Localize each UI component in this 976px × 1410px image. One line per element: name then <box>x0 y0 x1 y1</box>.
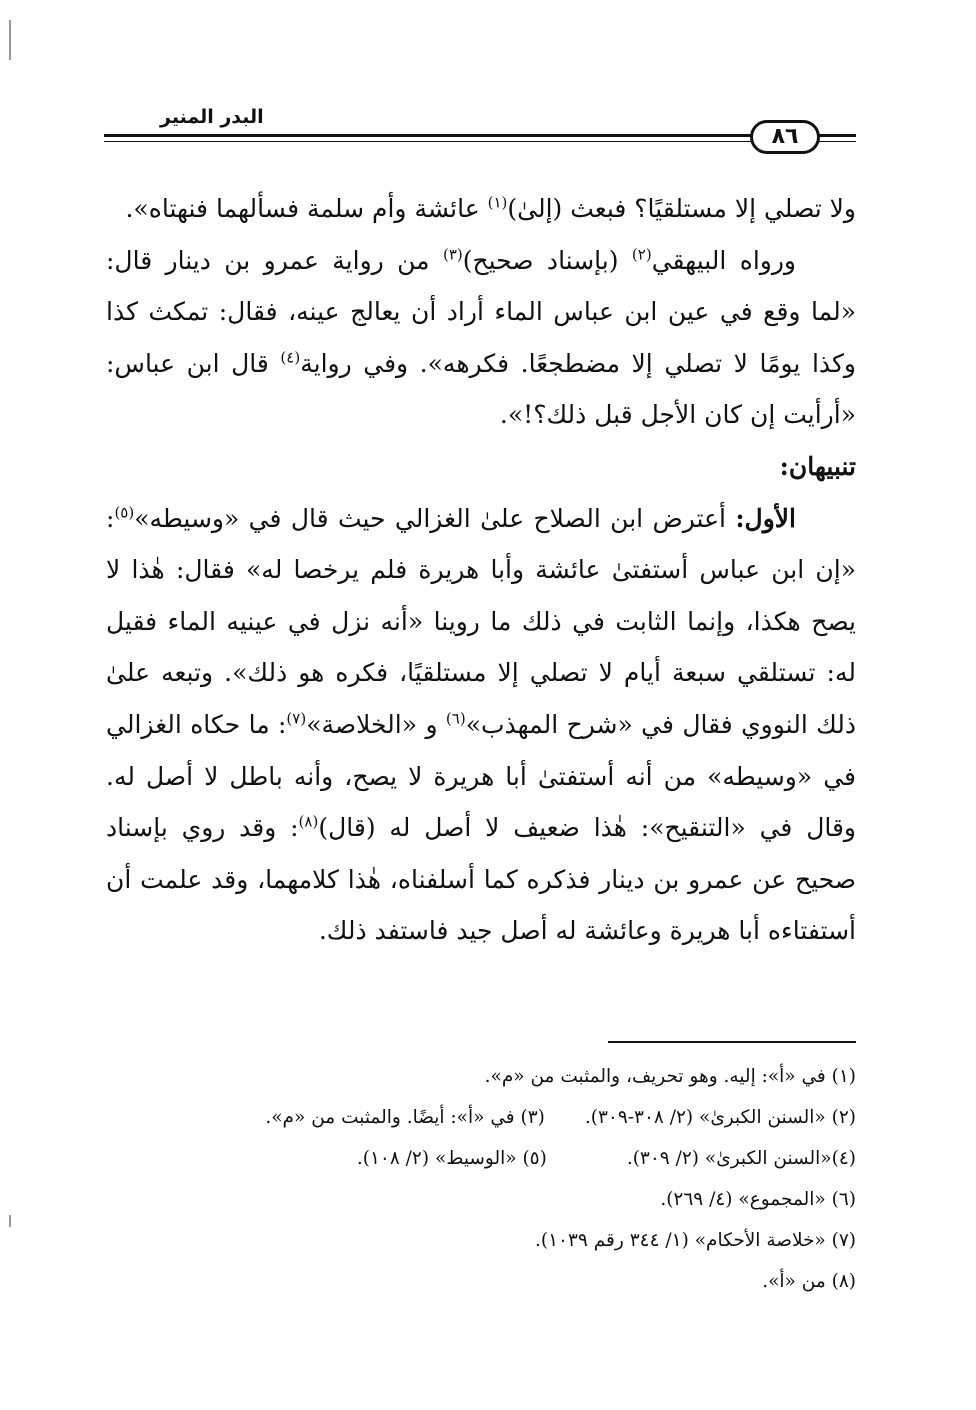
paragraph-2 <box>106 235 856 441</box>
text-span: أعترض ابن الصلاح علىٰ الغزالي حيث قال في «وسيطه» <box>134 503 736 533</box>
scan-edge-mark-top <box>9 20 11 60</box>
header-rule <box>104 134 752 137</box>
footnote-1: (١) في «أ»: إليه. وهو تحريف، والمثبت من «م». <box>484 1066 856 1087</box>
page-header <box>104 106 856 162</box>
text-span: عائشة وأم سلمة فسألهما فنهتاه». <box>125 194 488 223</box>
footnote-ref: (٤) <box>280 348 301 367</box>
text-span: ورواه البيهقي <box>651 245 797 275</box>
main-text <box>106 183 856 957</box>
footnote-3: (٣) في «أ»: أيضًا. والمثبت من «م». <box>265 1107 545 1128</box>
footnote-2: (٢) «السنن الكبرىٰ» (٢/ ٣٠٨-٣٠٩). <box>584 1107 856 1128</box>
text-span: ولا تصلي إلا مستلقيًا؟ فبعث (إلىٰ) <box>507 194 856 223</box>
text-span: : «إن ابن عباس أستفتىٰ عائشة وأبا هريرة فلم يرخصا له» فقال: هٰذا لا يصح هكذا، وإنما الثابت في ذلك ما روينا «أنه نزل في عينيه الماء فقيل له: تستلقي سبعة أيام لا تصلي إلا مستلقيًا، فكره هو ذلك». وتبعه علىٰ ذلك النووي فقال في «شرح المهذب» <box>106 503 856 739</box>
footnote-ref: (٥) <box>114 503 135 522</box>
text-span: (بإسناد صحيح) <box>462 245 632 275</box>
footnote-6: (٦) «المجموع» (٤/ ٢٦٩). <box>660 1189 856 1210</box>
text-span: : وقد روي بإسناد صحيح عن عمرو بن دينار فذكره كما أسلفناه، هٰذا كلامهما، وقد علمت أن أستفتاءه أبا هريرة وعائشة له أصل جيد فاستفد ذلك. <box>106 813 856 946</box>
footnote-ref: (٣) <box>442 245 463 264</box>
text-span: و «الخلاصة» <box>306 709 446 739</box>
running-title: البدر المنير <box>156 106 268 128</box>
footnote-ref: (٢) <box>631 245 652 264</box>
paragraph-1 <box>106 183 856 235</box>
paragraph-3 <box>106 493 856 957</box>
header-rule-right <box>818 134 856 137</box>
footnote-separator <box>608 1041 856 1043</box>
footnote-ref: (١) <box>487 193 508 212</box>
footnote-8: (٨) من «أ». <box>762 1271 856 1292</box>
footnote-row-2-3 <box>106 1097 856 1138</box>
section-heading: تنبيهان: <box>779 451 856 481</box>
footnote-7: (٧) «خلاصة الأحكام» (١/ ٣٤٤ رقم ١٠٣٩). <box>535 1230 856 1251</box>
first-label: الأول: <box>735 503 796 533</box>
footnote-ref: (٦) <box>445 709 466 728</box>
footnote-ref: (٨) <box>298 812 319 831</box>
header-rule-thin <box>104 141 752 142</box>
footnote-row-4-5 <box>106 1138 856 1179</box>
page-number: ٨٦ <box>750 120 820 154</box>
footnote-ref: (٧) <box>286 709 307 728</box>
scan-edge-mark-bottom <box>9 1215 11 1227</box>
header-rule-right-thin <box>818 141 856 142</box>
text-span: من رواية عمرو بن دينار قال: «لما وقع في عين ابن عباس الماء أراد أن يعالج عينه، فقال: تمكث كذا وكذا يومًا لا تصلي إلا مضطجعًا. فكرهه». وفي رواية <box>106 245 856 378</box>
text-span: قال ابن عباس: «أرأيت إن كان الأجل قبل ذلك؟!». <box>106 348 856 430</box>
text-span: : ما حكاه الغزالي في «وسيطه» من أنه أستفتىٰ أبا هريرة لا يصح، وأنه باطل لا أصل له. وقال في «التنقيح»: هٰذا ضعيف لا أصل له (قال) <box>106 709 856 843</box>
footnote-4: (٤)«السنن الكبرىٰ» (٢/ ٣٠٩). <box>626 1148 856 1169</box>
footnote-5: (٥) «الوسيط» (٢/ ١٠٨). <box>356 1148 547 1169</box>
footnotes <box>106 1056 856 1302</box>
